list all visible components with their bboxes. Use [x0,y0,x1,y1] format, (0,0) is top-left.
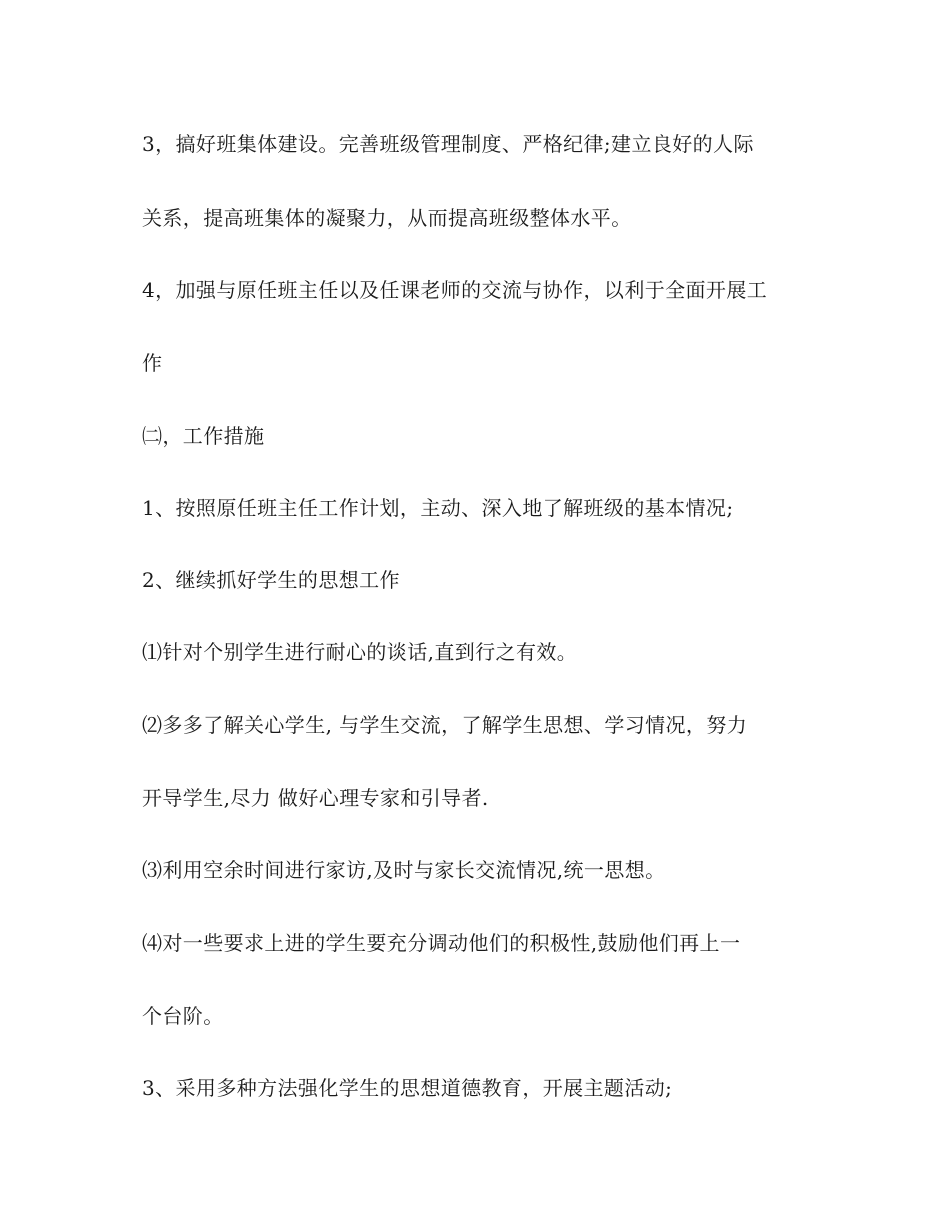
text-line: 关系，提高班集体的凝聚力，从而提高班级整体水平。 [142,206,632,230]
text-line: 1、按照原任班主任工作计划，主动、深入地了解班级的基本情况; [142,496,734,520]
text-line: 开导学生,尽力 做好心理专家和引导者. [142,786,489,810]
section-heading: ㈡，工作措施 [142,424,265,448]
text-line: 3、采用多种方法强化学生的思想道德教育，开展主题活动; [142,1076,673,1100]
text-line: ⑷对一些要求上进的学生要充分调动他们的积极性,鼓励他们再上一 [142,931,741,955]
text-line: ⑶利用空余时间进行家访,及时与家长交流情况,统一思想。 [142,858,666,882]
text-line: 4，加强与原任班主任以及任课老师的交流与协作，以利于全面开展工 [142,278,768,302]
text-line: ⑵多多了解关心学生, 与学生交流，了解学生思想、学习情况，努力 [142,713,748,737]
text-line: 个台阶。 [142,1004,224,1028]
text-line: 作 [142,351,163,375]
text-line: 2、继续抓好学生的思想工作 [142,568,400,592]
text-line: 3，搞好班集体建设。完善班级管理制度、严格纪律;建立良好的人际 [142,132,754,156]
text-line: ⑴针对个别学生进行耐心的谈话,直到行之有效。 [142,640,578,664]
